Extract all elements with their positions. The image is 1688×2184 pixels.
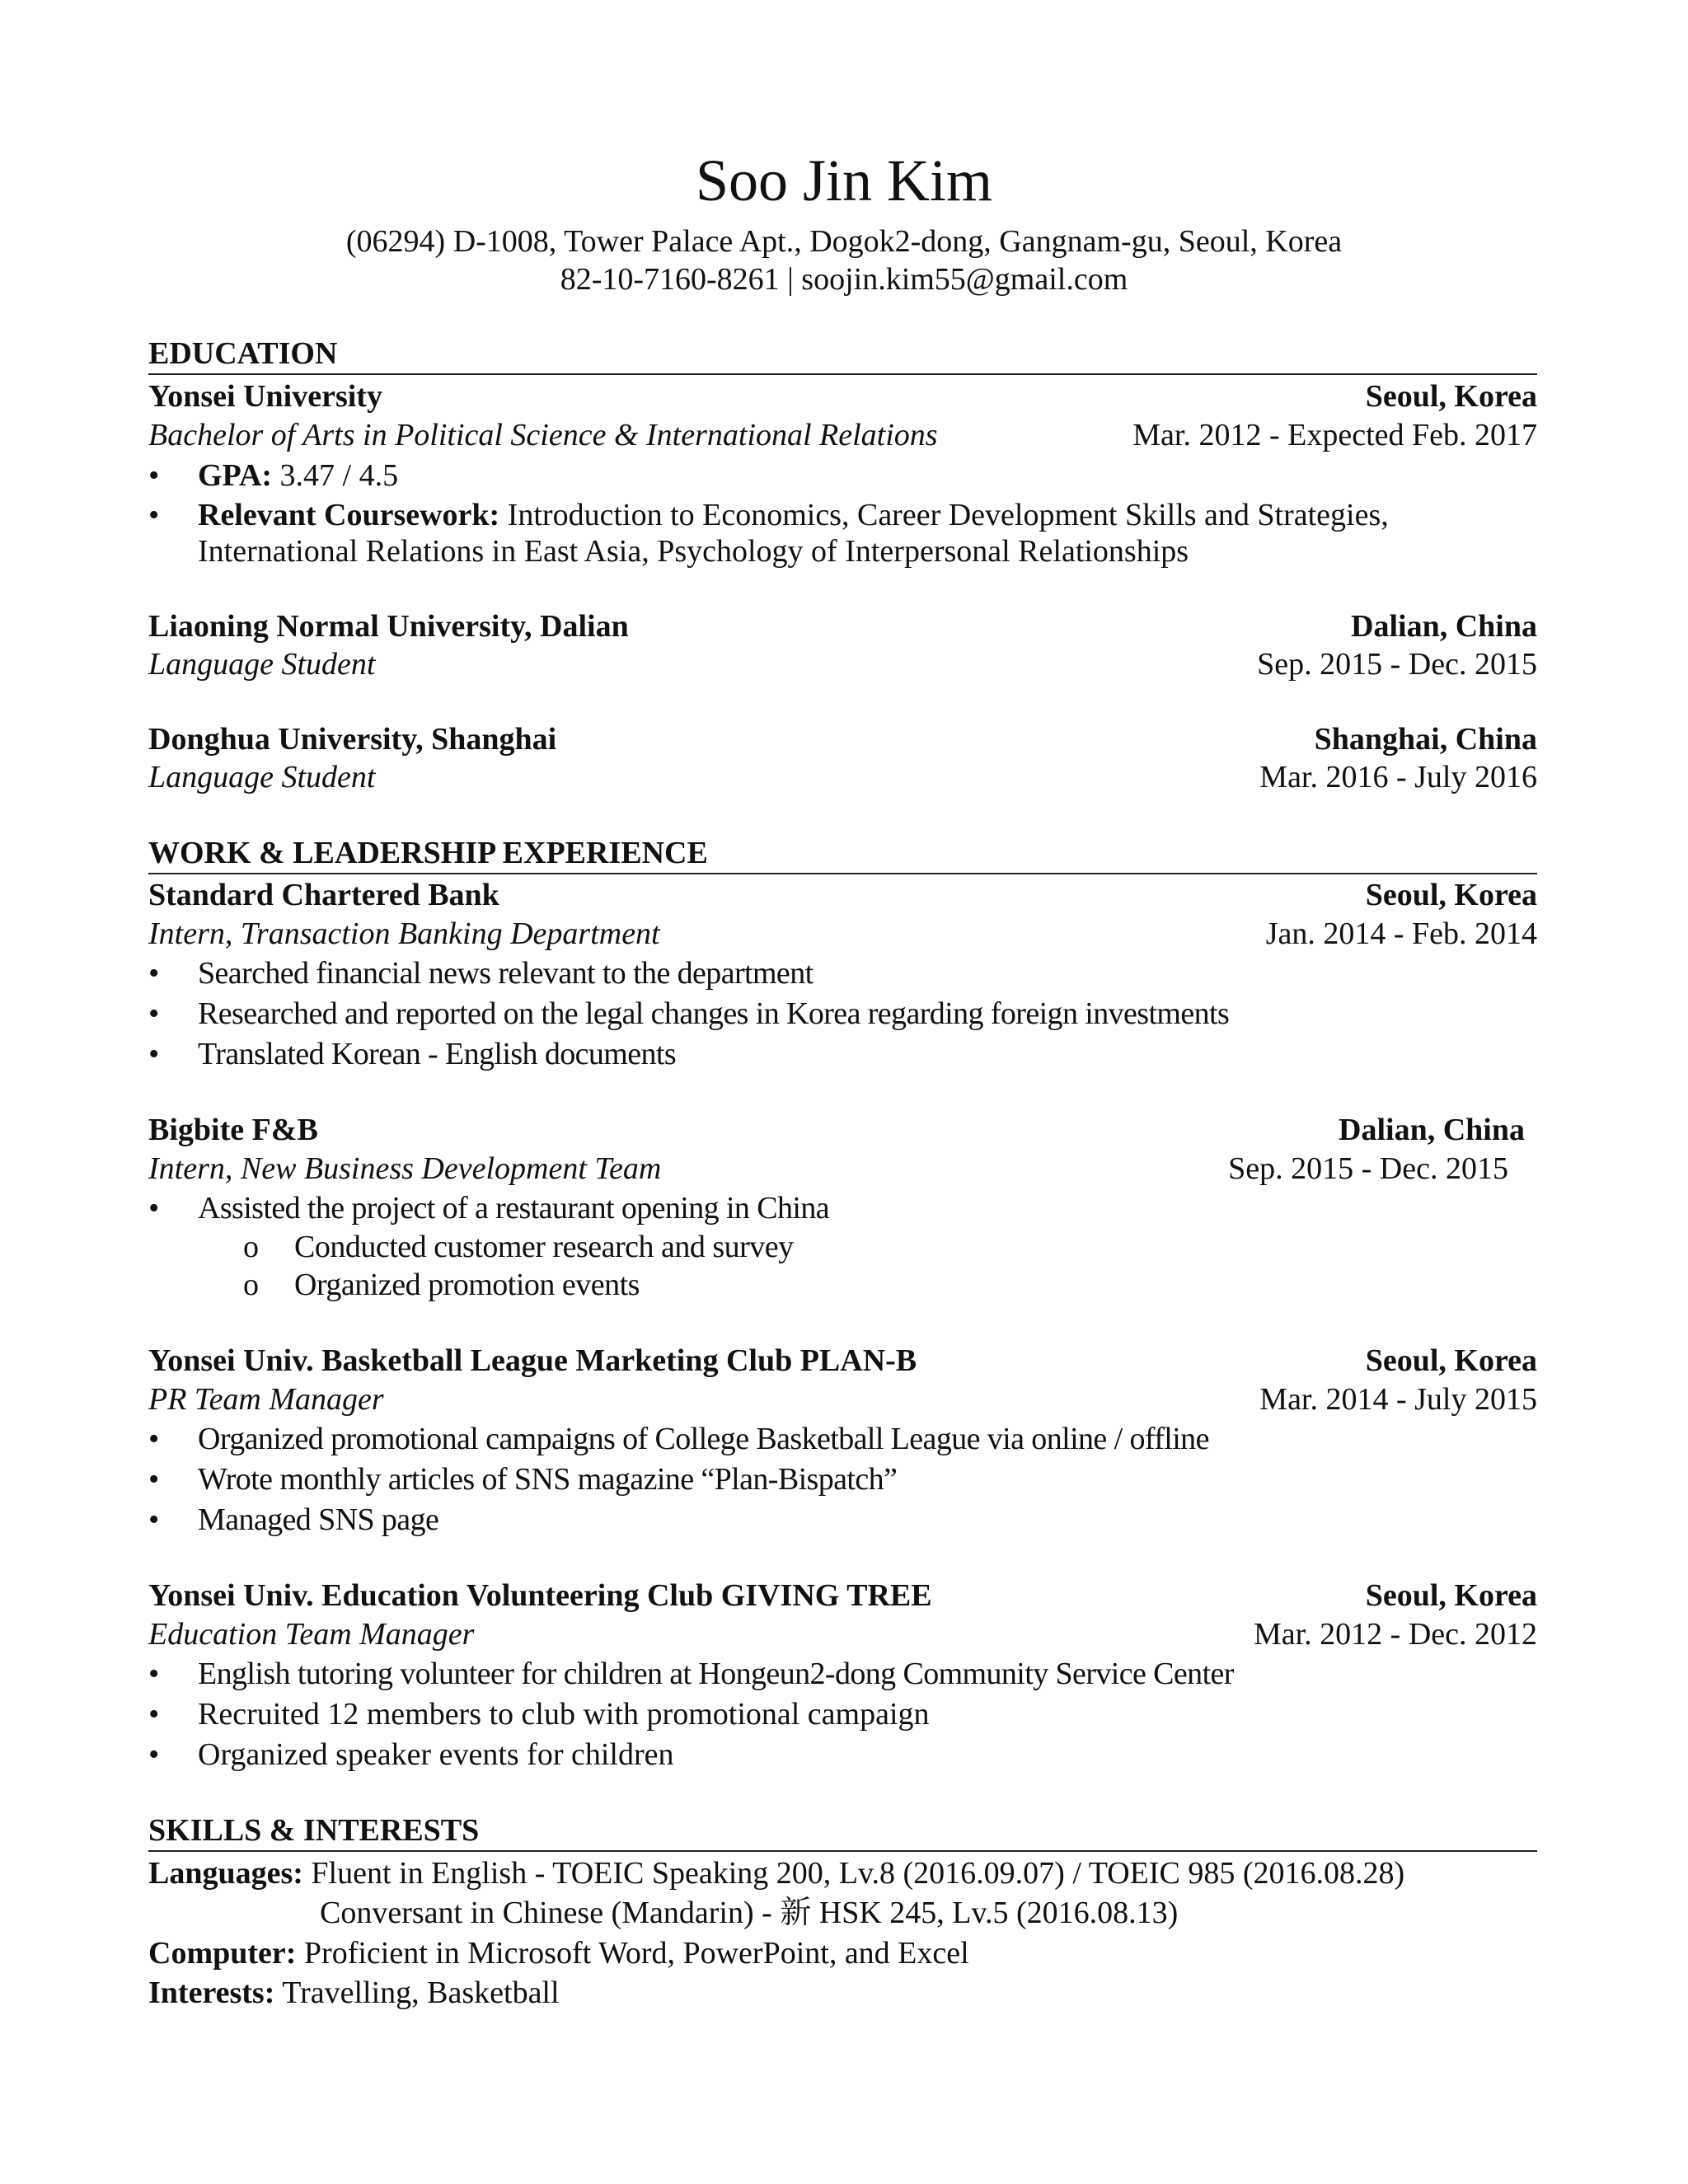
dates: Mar. 2012 - Dec. 2012	[1253, 1617, 1537, 1652]
bullet-glyph: •	[148, 1502, 159, 1537]
dates: Mar. 2014 - July 2015	[1259, 1382, 1537, 1417]
candidate-name: Soo Jin Kim	[695, 148, 993, 213]
bullet-glyph: •	[148, 1422, 159, 1456]
dates: Mar. 2016 - July 2016	[1259, 760, 1537, 794]
coursework-label: Relevant Coursework:	[198, 498, 500, 532]
skill-computer	[148, 1933, 969, 1973]
role: Education Team Manager	[148, 1617, 475, 1652]
bullet-text: Translated Korean - English documents	[198, 1037, 677, 1071]
entry-subheader-bigbite	[148, 1150, 1508, 1188]
org-name: Yonsei University	[148, 379, 382, 414]
org-name: Yonsei Univ. Education Volunteering Club GIVING TREE	[148, 1578, 932, 1613]
skill-label: Computer:	[148, 1936, 297, 1971]
entry-subheader-liaoning	[148, 645, 1537, 683]
location: Seoul, Korea	[1365, 1343, 1537, 1378]
bullet-text: Wrote monthly articles of SNS magazine “Plan-Bispatch”	[198, 1462, 898, 1497]
sub-bullet-text: Organized promotion events	[294, 1268, 640, 1302]
skill-value: Fluent in English - TOEIC Speaking 200, Lv.8 (2016.09.07) / TOEIC 985 (2016.08.28)	[311, 1856, 1405, 1891]
bullet-text: Assisted the project of a restaurant opening in China	[198, 1191, 829, 1226]
entry-subheader-yonsei	[148, 416, 1537, 454]
sub-bullet-glyph: o	[243, 1268, 259, 1302]
skill-languages	[148, 1854, 1404, 1893]
bullet-text: Searched financial news relevant to the department	[198, 956, 814, 991]
entry-header-bigbite	[148, 1111, 1525, 1149]
role: Language Student	[148, 647, 376, 682]
entry-subheader-planb	[148, 1380, 1537, 1418]
gpa-label: GPA:	[198, 458, 273, 493]
bullet-glyph: •	[148, 498, 160, 532]
skill-label: Languages:	[148, 1856, 303, 1891]
address-line: (06294) D-1008, Tower Palace Apt., Dogok2-dong, Gangnam-gu, Seoul, Korea	[345, 224, 1343, 259]
location: Dalian, China	[1351, 609, 1537, 644]
bullet-text: Managed SNS page	[198, 1502, 439, 1537]
location: Seoul, Korea	[1365, 878, 1537, 912]
org-name: Yonsei Univ. Basketball League Marketing Club PLAN-B	[148, 1343, 917, 1378]
skill-interests	[148, 1973, 560, 2013]
entry-subheader-scb	[148, 915, 1537, 953]
bullet-glyph: •	[148, 1697, 160, 1732]
coursework-line: Introduction to Economics, Career Development Skills and Strategies,	[507, 498, 1389, 532]
role: PR Team Manager	[148, 1382, 384, 1417]
skill-value: Proficient in Microsoft Word, PowerPoint, and Excel	[303, 1936, 969, 1971]
dates: Sep. 2015 - Dec. 2015	[1257, 647, 1537, 682]
bullet-glyph: •	[148, 458, 160, 493]
entry-header-scb	[148, 876, 1537, 914]
entry-subheader-donghua	[148, 758, 1537, 796]
skill-languages-continuation: Conversant in Chinese (Mandarin) - 新 HSK 245, Lv.5 (2016.08.13)	[320, 1896, 1179, 1930]
section-heading-skills: SKILLS & INTERESTS	[148, 1813, 480, 1848]
org-name: Standard Chartered Bank	[148, 878, 499, 912]
entry-header-liaoning	[148, 607, 1537, 645]
entry-header-donghua	[148, 720, 1537, 758]
dates: Mar. 2012 - Expected Feb. 2017	[1132, 418, 1537, 452]
bullet-text: Researched and reported on the legal changes in Korea regarding foreign investments	[198, 996, 1230, 1031]
bullet-text: English tutoring volunteer for children at Hongeun2-dong Community Service Center	[198, 1657, 1234, 1691]
skill-label: Interests:	[148, 1975, 275, 2010]
bullet-text: Organized promotional campaigns of College Basketball League via online / offline	[198, 1422, 1209, 1456]
coursework-continuation: International Relations in East Asia, Psychology of Interpersonal Relationships	[198, 534, 1189, 569]
section-heading-experience: WORK & LEADERSHIP EXPERIENCE	[148, 836, 708, 870]
entry-header-yonsei	[148, 377, 1537, 415]
bullet-glyph: •	[148, 996, 159, 1031]
bullet-glyph: •	[148, 1462, 159, 1497]
org-name: Bigbite F&B	[148, 1113, 318, 1147]
dates: Jan. 2014 - Feb. 2014	[1265, 916, 1537, 951]
sub-bullet-text: Conducted customer research and survey	[294, 1230, 794, 1264]
bullet-glyph: •	[148, 1657, 159, 1691]
sub-bullet-glyph: o	[243, 1230, 259, 1264]
section-divider	[148, 1850, 1537, 1852]
bullet-text: Recruited 12 members to club with promotional campaign	[198, 1697, 930, 1732]
degree: Bachelor of Arts in Political Science & International Relations	[148, 418, 938, 452]
role: Intern, Transaction Banking Department	[148, 916, 660, 951]
role: Language Student	[148, 760, 376, 794]
location: Seoul, Korea	[1365, 1578, 1537, 1613]
entry-subheader-givingtree	[148, 1615, 1537, 1653]
org-name: Donghua University, Shanghai	[148, 722, 557, 757]
skill-value: Travelling, Basketball	[282, 1975, 560, 2010]
phone-email-line: 82-10-7160-8261 | soojin.kim55@gmail.com	[560, 262, 1128, 297]
section-divider	[148, 373, 1537, 375]
role: Intern, New Business Development Team	[148, 1151, 662, 1186]
bullet-glyph: •	[148, 956, 159, 991]
section-heading-education: EDUCATION	[148, 336, 338, 371]
location: Dalian, China	[1339, 1113, 1525, 1147]
section-divider	[148, 873, 1537, 874]
bullet-text: Organized speaker events for children	[198, 1737, 674, 1772]
bullet-glyph: •	[148, 1191, 159, 1226]
bullet-glyph: •	[148, 1037, 159, 1071]
location: Seoul, Korea	[1365, 379, 1537, 414]
entry-header-planb	[148, 1342, 1537, 1380]
gpa-value: 3.47 / 4.5	[279, 458, 399, 493]
org-name: Liaoning Normal University, Dalian	[148, 609, 629, 644]
entry-header-givingtree	[148, 1577, 1537, 1615]
dates: Sep. 2015 - Dec. 2015	[1228, 1151, 1508, 1186]
location: Shanghai, China	[1314, 722, 1537, 757]
bullet-glyph: •	[148, 1737, 160, 1772]
